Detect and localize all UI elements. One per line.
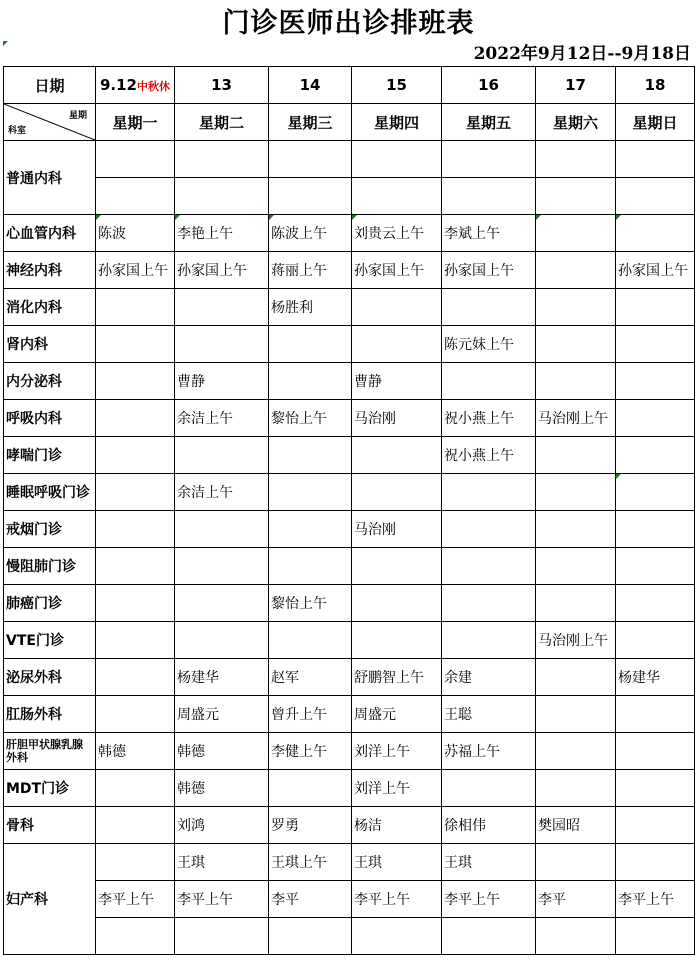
schedule-cell: 王琪上午	[269, 844, 352, 881]
corner-cell	[4, 104, 96, 141]
schedule-cell	[616, 141, 695, 178]
date-range: 2022年9月12日--9月18日	[473, 44, 691, 64]
schedule-cell	[536, 141, 616, 178]
schedule-cell	[175, 511, 269, 548]
schedule-cell: 孙家国上午	[442, 252, 536, 289]
schedule-cell	[616, 437, 695, 474]
schedule-cell	[96, 918, 175, 955]
department-cell: 普通内科	[4, 141, 96, 215]
weekday-cell: 星期四	[352, 104, 442, 141]
schedule-cell: 韩德	[175, 733, 269, 770]
schedule-cell: 马治刚	[352, 400, 442, 437]
schedule-cell	[536, 511, 616, 548]
schedule-cell	[616, 326, 695, 363]
schedule-cell: 罗勇	[269, 807, 352, 844]
schedule-cell	[442, 770, 536, 807]
schedule-cell	[269, 141, 352, 178]
schedule-cell	[96, 807, 175, 844]
schedule-cell	[442, 363, 536, 400]
schedule-cell: 王琪	[442, 844, 536, 881]
schedule-cell: 余洁上午	[175, 400, 269, 437]
schedule-cell	[352, 437, 442, 474]
schedule-row	[4, 289, 695, 326]
schedule-cell: 李平	[536, 881, 616, 918]
schedule-cell: 韩德	[96, 733, 175, 770]
department-cell: 消化内科	[4, 289, 96, 326]
date-label: 日期	[4, 67, 96, 104]
schedule-cell	[175, 622, 269, 659]
department-cell: 睡眠呼吸门诊	[4, 474, 96, 511]
schedule-cell: 王聪	[442, 696, 536, 733]
weekday-cell: 星期一	[96, 104, 175, 141]
schedule-cell: 刘洋上午	[352, 733, 442, 770]
cell-marker	[616, 215, 621, 220]
schedule-cell	[536, 363, 616, 400]
schedule-cell: 周盛元	[352, 696, 442, 733]
schedule-cell	[269, 548, 352, 585]
schedule-cell: 杨胜利	[269, 289, 352, 326]
schedule-cell	[616, 696, 695, 733]
schedule-cell	[616, 474, 695, 511]
schedule-cell	[175, 548, 269, 585]
date-cell: 18	[616, 67, 695, 104]
schedule-cell	[96, 659, 175, 696]
schedule-cell: 陈波	[96, 215, 175, 252]
schedule-cell	[352, 918, 442, 955]
schedule-cell: 李平上午	[175, 881, 269, 918]
schedule-cell	[616, 918, 695, 955]
department-cell: 肺癌门诊	[4, 585, 96, 622]
schedule-cell	[616, 733, 695, 770]
schedule-cell	[352, 326, 442, 363]
schedule-cell: 赵军	[269, 659, 352, 696]
department-cell: 慢阻肺门诊	[4, 548, 96, 585]
schedule-cell	[442, 141, 536, 178]
schedule-cell	[616, 363, 695, 400]
department-cell: 戒烟门诊	[4, 511, 96, 548]
schedule-cell	[442, 548, 536, 585]
schedule-cell: 祝小燕上午	[442, 400, 536, 437]
department-cell: 哮喘门诊	[4, 437, 96, 474]
schedule-cell	[269, 326, 352, 363]
schedule-cell: 李斌上午	[442, 215, 536, 252]
schedule-cell: 刘贵云上午	[352, 215, 442, 252]
schedule-cell: 孙家国上午	[175, 252, 269, 289]
schedule-cell: 王琪	[352, 844, 442, 881]
schedule-cell: 李平上午	[442, 881, 536, 918]
schedule-row	[4, 363, 695, 400]
schedule-row	[4, 881, 695, 918]
department-cell: 泌尿外科	[4, 659, 96, 696]
schedule-cell	[536, 696, 616, 733]
corner-dept-label: 科室	[8, 126, 27, 136]
schedule-cell	[269, 622, 352, 659]
department-cell: 呼吸内科	[4, 400, 96, 437]
cell-marker	[175, 215, 180, 220]
schedule-cell	[352, 622, 442, 659]
schedule-cell	[269, 770, 352, 807]
date-cell: 16	[442, 67, 536, 104]
schedule-cell	[536, 215, 616, 252]
schedule-cell	[96, 400, 175, 437]
schedule-cell: 韩德	[175, 770, 269, 807]
schedule-cell	[352, 289, 442, 326]
schedule-cell: 余洁上午	[175, 474, 269, 511]
weekday-cell: 星期日	[616, 104, 695, 141]
schedule-cell	[96, 363, 175, 400]
schedule-cell	[616, 511, 695, 548]
schedule-cell	[96, 474, 175, 511]
schedule-row	[4, 585, 695, 622]
schedule-cell: 孙家国上午	[96, 252, 175, 289]
schedule-cell	[96, 141, 175, 178]
schedule-cell	[616, 215, 695, 252]
schedule-row	[4, 918, 695, 955]
schedule-row	[4, 770, 695, 807]
schedule-cell	[96, 326, 175, 363]
cell-marker	[536, 215, 541, 220]
schedule-cell	[175, 918, 269, 955]
schedule-cell	[616, 770, 695, 807]
schedule-cell: 曹静	[352, 363, 442, 400]
schedule-cell	[536, 326, 616, 363]
schedule-cell	[536, 918, 616, 955]
schedule-cell: 苏福上午	[442, 733, 536, 770]
schedule-row	[4, 326, 695, 363]
schedule-cell: 杨洁	[352, 807, 442, 844]
department-cell: 肛肠外科	[4, 696, 96, 733]
department-cell: 肾内科	[4, 326, 96, 363]
department-cell: 内分泌科	[4, 363, 96, 400]
schedule-cell: 杨建华	[616, 659, 695, 696]
department-cell: 心血管内科	[4, 215, 96, 252]
schedule-cell	[442, 178, 536, 215]
schedule-cell: 王琪	[175, 844, 269, 881]
schedule-row	[4, 696, 695, 733]
weekday-cell: 星期三	[269, 104, 352, 141]
schedule-cell	[269, 474, 352, 511]
schedule-row	[4, 400, 695, 437]
schedule-cell	[269, 918, 352, 955]
schedule-cell	[442, 289, 536, 326]
schedule-row	[4, 474, 695, 511]
schedule-cell: 陈元妹上午	[442, 326, 536, 363]
date-cell: 14	[269, 67, 352, 104]
department-cell: 骨科	[4, 807, 96, 844]
schedule-cell	[96, 696, 175, 733]
schedule-cell	[352, 548, 442, 585]
schedule-cell	[616, 289, 695, 326]
schedule-cell	[96, 844, 175, 881]
schedule-row	[4, 733, 695, 770]
schedule-cell: 黎怡上午	[269, 400, 352, 437]
date-cell: 17	[536, 67, 616, 104]
department-cell: 肝胆甲状腺乳腺外科	[4, 733, 96, 770]
cell-marker	[616, 474, 621, 479]
corner-weekday-label: 星期	[68, 111, 87, 121]
holiday-note: 中秋休	[137, 80, 170, 93]
schedule-cell: 樊园昭	[536, 807, 616, 844]
schedule-row	[4, 215, 695, 252]
schedule-cell	[536, 844, 616, 881]
schedule-cell: 杨建华	[175, 659, 269, 696]
schedule-cell: 祝小燕上午	[442, 437, 536, 474]
schedule-cell	[175, 437, 269, 474]
page-title: 门诊医师出诊排班表	[222, 7, 475, 39]
schedule-row	[4, 141, 695, 178]
schedule-cell: 曹静	[175, 363, 269, 400]
schedule-cell: 马治刚上午	[536, 400, 616, 437]
schedule-cell	[175, 289, 269, 326]
schedule-cell	[96, 622, 175, 659]
schedule-row	[4, 548, 695, 585]
schedule-cell: 李健上午	[269, 733, 352, 770]
schedule-cell	[96, 511, 175, 548]
schedule-cell: 陈波上午	[269, 215, 352, 252]
schedule-cell	[96, 770, 175, 807]
schedule-cell: 李平上午	[616, 881, 695, 918]
schedule-table	[3, 66, 695, 955]
schedule-cell	[616, 548, 695, 585]
schedule-cell: 蒋丽上午	[269, 252, 352, 289]
schedule-cell	[96, 585, 175, 622]
cell-marker	[269, 215, 274, 220]
schedule-cell	[352, 474, 442, 511]
schedule-cell	[352, 141, 442, 178]
schedule-cell	[269, 178, 352, 215]
schedule-cell: 李平	[269, 881, 352, 918]
schedule-cell	[442, 622, 536, 659]
schedule-cell: 余建	[442, 659, 536, 696]
schedule-cell	[616, 622, 695, 659]
schedule-cell	[269, 437, 352, 474]
schedule-cell	[616, 585, 695, 622]
schedule-row	[4, 437, 695, 474]
schedule-cell: 曾升上午	[269, 696, 352, 733]
schedule-cell: 刘鸿	[175, 807, 269, 844]
cell-marker	[3, 41, 8, 46]
schedule-cell	[352, 178, 442, 215]
schedule-cell	[96, 548, 175, 585]
schedule-cell: 李平上午	[352, 881, 442, 918]
department-cell: VTE门诊	[4, 622, 96, 659]
schedule-row	[4, 844, 695, 881]
schedule-cell	[175, 585, 269, 622]
department-cell: 神经内科	[4, 252, 96, 289]
schedule-row	[4, 807, 695, 844]
schedule-cell	[536, 289, 616, 326]
schedule-cell	[269, 363, 352, 400]
schedule-cell	[536, 548, 616, 585]
date-cell: 13	[175, 67, 269, 104]
schedule-cell	[442, 474, 536, 511]
schedule-cell	[616, 178, 695, 215]
schedule-cell	[536, 585, 616, 622]
schedule-cell	[616, 807, 695, 844]
weekday-row	[4, 104, 695, 141]
schedule-cell: 刘洋上午	[352, 770, 442, 807]
schedule-cell	[442, 511, 536, 548]
schedule-cell: 徐相伟	[442, 807, 536, 844]
schedule-cell	[442, 918, 536, 955]
schedule-cell	[96, 437, 175, 474]
schedule-row	[4, 622, 695, 659]
schedule-cell	[536, 437, 616, 474]
schedule-cell: 李平上午	[96, 881, 175, 918]
schedule-cell	[536, 659, 616, 696]
date-cell: 15	[352, 67, 442, 104]
schedule-row	[4, 511, 695, 548]
cell-marker	[96, 215, 101, 220]
schedule-cell: 孙家国上午	[616, 252, 695, 289]
schedule-cell: 黎怡上午	[269, 585, 352, 622]
schedule-cell	[96, 289, 175, 326]
schedule-cell	[269, 511, 352, 548]
schedule-cell	[352, 585, 442, 622]
schedule-cell: 孙家国上午	[352, 252, 442, 289]
weekday-cell: 星期六	[536, 104, 616, 141]
schedule-cell	[175, 141, 269, 178]
schedule-cell	[616, 400, 695, 437]
schedule-cell	[536, 178, 616, 215]
schedule-cell	[536, 252, 616, 289]
department-cell: 妇产科	[4, 844, 96, 955]
date-cell: 9.12中秋休	[96, 67, 175, 104]
schedule-cell	[536, 474, 616, 511]
schedule-cell: 周盛元	[175, 696, 269, 733]
schedule-cell: 李艳上午	[175, 215, 269, 252]
date-row	[4, 67, 695, 104]
schedule-cell: 马治刚上午	[536, 622, 616, 659]
schedule-cell: 舒鹏智上午	[352, 659, 442, 696]
schedule-row	[4, 178, 695, 215]
schedule-cell	[536, 733, 616, 770]
schedule-row	[4, 659, 695, 696]
schedule-cell	[175, 326, 269, 363]
weekday-cell: 星期二	[175, 104, 269, 141]
schedule-cell	[536, 770, 616, 807]
department-cell: MDT门诊	[4, 770, 96, 807]
schedule-cell	[616, 844, 695, 881]
schedule-cell	[175, 178, 269, 215]
schedule-row	[4, 252, 695, 289]
schedule-cell	[96, 178, 175, 215]
cell-marker	[352, 215, 357, 220]
schedule-cell	[442, 585, 536, 622]
weekday-cell: 星期五	[442, 104, 536, 141]
schedule-cell: 马治刚	[352, 511, 442, 548]
